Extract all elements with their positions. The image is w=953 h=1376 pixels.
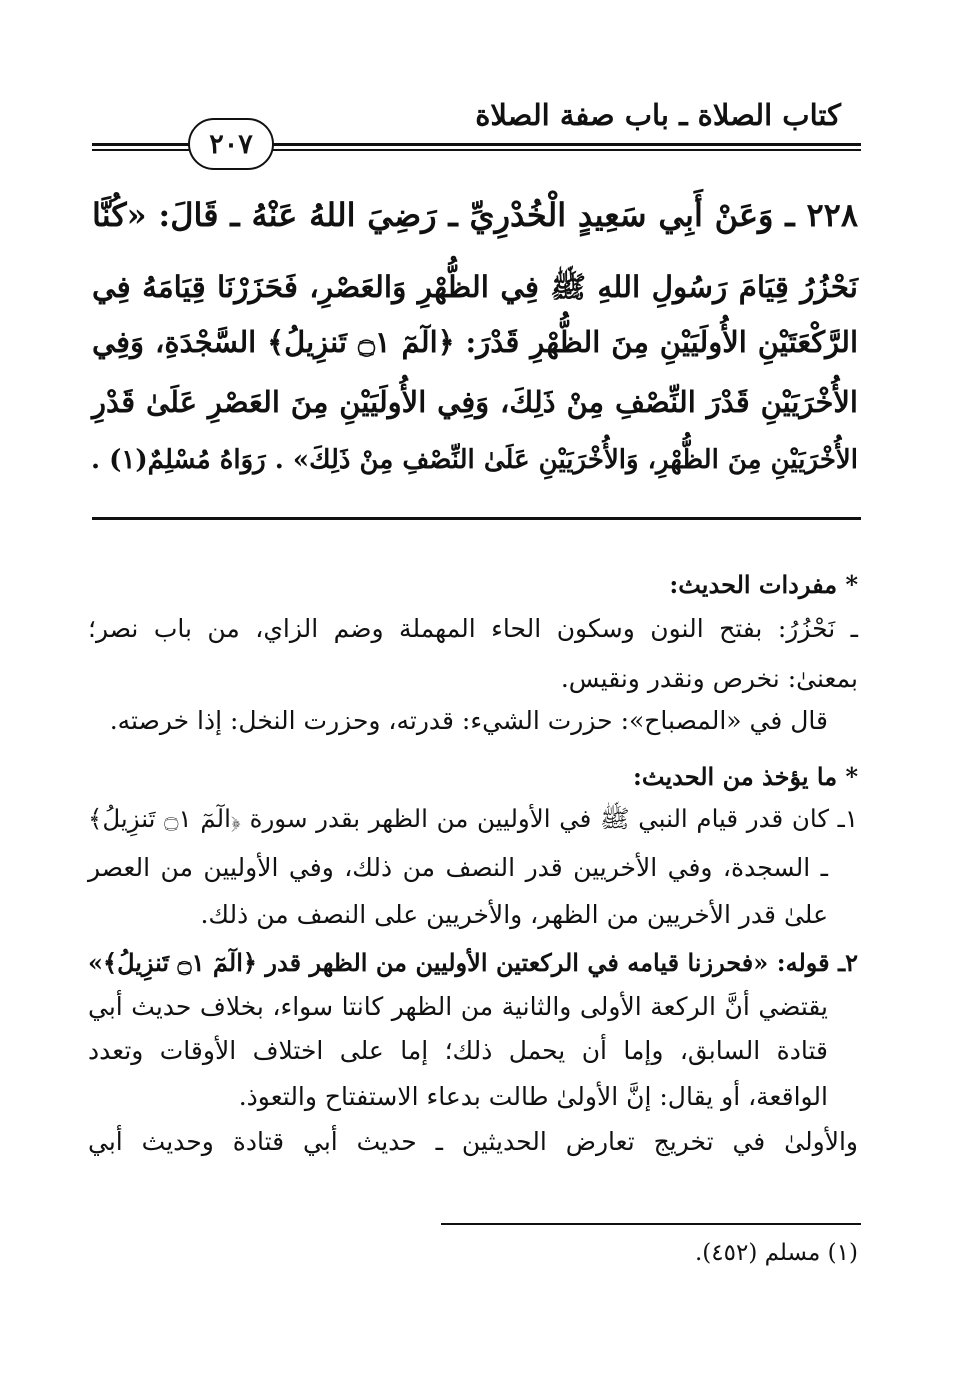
vocabulary-line-3: قال في «المصباح»: حزرت الشيء: قدرته، وحزرت النخل: إذا خرصته.: [109, 706, 828, 735]
hadith-line-4: الأُخْرَيَيْنِ قَدْرَ النِّصْفِ مِنْ ذَلِكَ، وَفِي الأُولَيَيْنِ مِنَ العَصْرِ عَلَىٰ قَدْرِ: [92, 385, 858, 419]
lessons-line-6: قتادة السابق، وإما أن يحمل ذلك؛ إما على اختلاف الأوقات وتعدد: [88, 1036, 828, 1065]
hadith-line-3: الرَّكْعَتَيْنِ الأُولَيَيْنِ مِنَ الظُّهْرِ قَدْرَ: ﴿الٓمٓ ۝١ تَنزِيلُ﴾ السَّجْدَةِ، وَفِي: [92, 325, 859, 359]
header-rule-thin: [270, 149, 861, 151]
footnote: (١) مسلم (٤٥٢).: [694, 1240, 858, 1266]
vocabulary-line-1: ـ نَحْزُرُ: بفتح النون وسكون الحاء المهملة وضم الزاي، من باب نصر؛: [88, 614, 858, 643]
footnote-rule: [441, 1223, 861, 1225]
vocabulary-line-2: بمعنىٰ: نخرص ونقدر ونقيس.: [560, 664, 858, 693]
hadith-line-5: الأُخْرَيَيْنِ مِنَ الظُّهْرِ، وَالأُخْرَيَيْنِ عَلَىٰ النِّصْفِ مِنْ ذَلِكَ» . رَوَاهُ مُسْلِمٌ(١) .: [90, 445, 858, 475]
section-divider: [92, 517, 861, 520]
running-title: كتاب الصلاة ـ باب صفة الصلاة: [475, 98, 841, 132]
lessons-line-7: الواقعة، أو يقال: إنَّ الأولىٰ طالت بدعاء الاستفتاح والتعوذ.: [238, 1082, 828, 1111]
hadith-line-2: نَحْزُرُ قِيَامَ رَسُولِ اللهِ ﷺ فِي الظُّهْرِ وَالعَصْرِ، فَحَزَرْنَا قِيَامَهُ فِي: [92, 269, 858, 304]
lessons-line-5: يقتضي أنَّ الركعة الأولى والثانية من الظهر كانتا سواء، بخلاف حديث أبي: [88, 992, 828, 1021]
header-rule: [270, 143, 861, 146]
lessons-line-4: ٢ـ قوله: «فحرزنا قيامه في الركعتين الأوليين من الظهر قدر ﴿الٓمٓ ۝١ تَنزِيلُ﴾»: [88, 948, 858, 977]
page-number: ٢٠٧: [188, 118, 274, 170]
vocabulary-heading: * مفردات الحديث:: [669, 570, 858, 599]
header-rule-left: [92, 143, 190, 146]
lessons-line-1: ١ـ كان قدر قيام النبي ﷺ في الأوليين من الظهر بقدر سورة ﴿الٓمٓ ۝١ تَنزِيلُ﴾: [88, 804, 859, 833]
hadith-line-1: ٢٢٨ ـ وَعَنْ أَبِي سَعِيدٍ الْخُدْرِيِّ ـ رَضِيَ اللهُ عَنْهُ ـ قَالَ: «كُنَّا: [92, 196, 858, 234]
lessons-line-8: والأولىٰ في تخريج تعارض الحديثين ـ حديث أبي قتادة وحديث أبي: [88, 1127, 858, 1156]
header-rule-left-thin: [92, 149, 190, 151]
lessons-line-3: علىٰ قدر الأخريين من الظهر، والأخريين على النصف من ذلك.: [200, 900, 828, 929]
lessons-line-2: ـ السجدة، وفي الأخريين قدر النصف من ذلك، وفي الأوليين من العصر: [88, 853, 828, 882]
lessons-heading: * ما يؤخذ من الحديث:: [633, 762, 858, 791]
